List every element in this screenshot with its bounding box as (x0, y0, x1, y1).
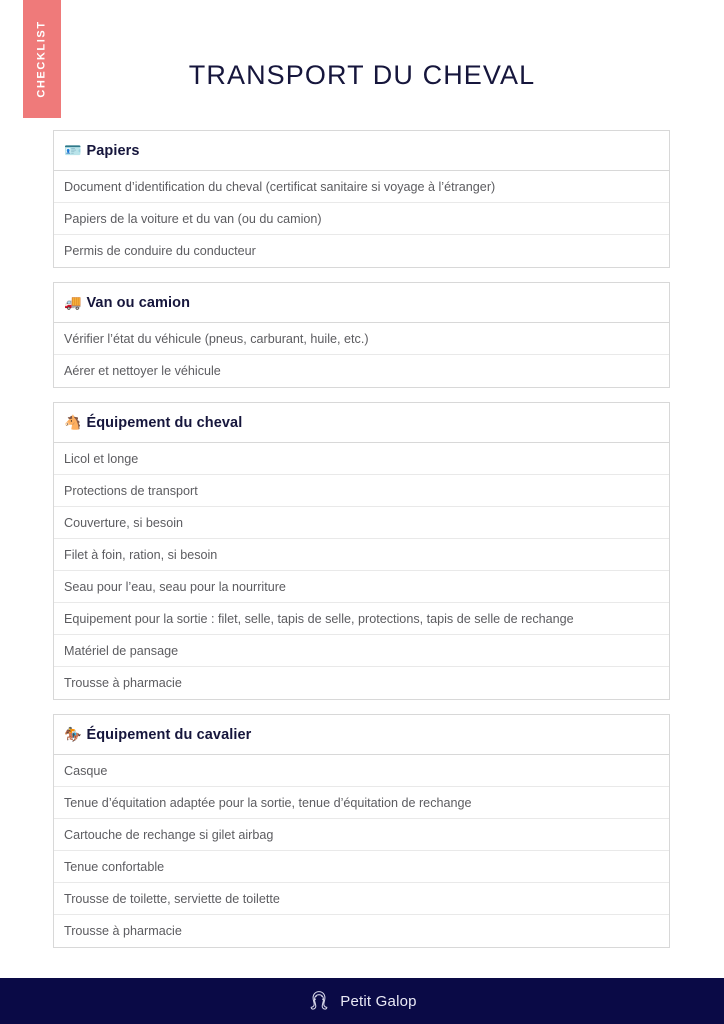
section-title: Van ou camion (86, 294, 191, 311)
checklist-item[interactable]: Tenue confortable (54, 851, 669, 883)
checklist-item[interactable]: Casque (54, 755, 669, 787)
checklist-item[interactable]: Vérifier l’état du véhicule (pneus, carburant, huile, etc.) (54, 323, 669, 355)
checklist-item[interactable]: Trousse à pharmacie (64, 676, 182, 690)
checklist-section (53, 282, 670, 388)
checklist-item[interactable]: Papiers de la voiture et du van (ou du camion) (54, 203, 669, 235)
checklist-item[interactable]: Trousse de toilette, serviette de toilette (54, 883, 669, 915)
checklist-section (53, 402, 670, 700)
page-header (0, 0, 724, 130)
checklist-item[interactable]: Seau pour l’eau, seau pour la nourriture (54, 571, 669, 603)
checklist-item[interactable]: Protections de transport (54, 475, 669, 507)
page-title: TRANSPORT DU CHEVAL (188, 60, 536, 91)
section-item-list (54, 755, 669, 947)
checklist-item[interactable]: Equipement pour la sortie : filet, selle, tapis de selle, protections, tapis de selle de rechange (54, 603, 669, 635)
section-header (54, 715, 669, 755)
checklist-item[interactable]: Matériel de pansage (54, 635, 669, 667)
checklist-item[interactable]: Trousse à pharmacie (64, 924, 182, 938)
checklist-item[interactable]: Permis de conduire du conducteur (64, 244, 256, 258)
checklist-item[interactable]: Tenue d’équitation adaptée pour la sortie, tenue d’équitation de rechange (54, 787, 669, 819)
section-header (54, 283, 669, 323)
checklist-item[interactable]: Couverture, si besoin (54, 507, 669, 539)
horseshoe-icon (307, 989, 331, 1013)
checklist-item[interactable]: Filet à foin, ration, si besoin (54, 539, 669, 571)
section-item-list (54, 171, 669, 267)
checklist-section (53, 130, 670, 268)
section-title: Papiers (86, 142, 140, 159)
id-card-icon: 🪪 (64, 142, 82, 159)
footer-brand-label: Petit Galop (340, 992, 417, 1010)
horse-face-icon: 🐴 (64, 414, 82, 431)
checklist-section (53, 714, 670, 948)
horse-racing-icon: 🏇 (64, 726, 82, 743)
checklist-sections (53, 130, 670, 962)
checklist-tab-label: CHECKLIST (36, 20, 49, 98)
section-header (54, 131, 669, 171)
checklist-item[interactable]: Licol et longe (54, 443, 669, 475)
checklist-item[interactable]: Cartouche de rechange si gilet airbag (54, 819, 669, 851)
section-header (54, 403, 669, 443)
section-item-list (54, 323, 669, 387)
checklist-tab (23, 0, 61, 118)
page-footer (0, 978, 724, 1024)
section-title: Équipement du cavalier (86, 726, 252, 743)
checklist-item[interactable]: Document d’identification du cheval (certificat sanitaire si voyage à l’étranger) (54, 171, 669, 203)
section-title: Équipement du cheval (86, 414, 243, 431)
truck-icon: 🚚 (64, 294, 82, 311)
checklist-item[interactable]: Aérer et nettoyer le véhicule (64, 364, 221, 378)
section-item-list (54, 443, 669, 699)
